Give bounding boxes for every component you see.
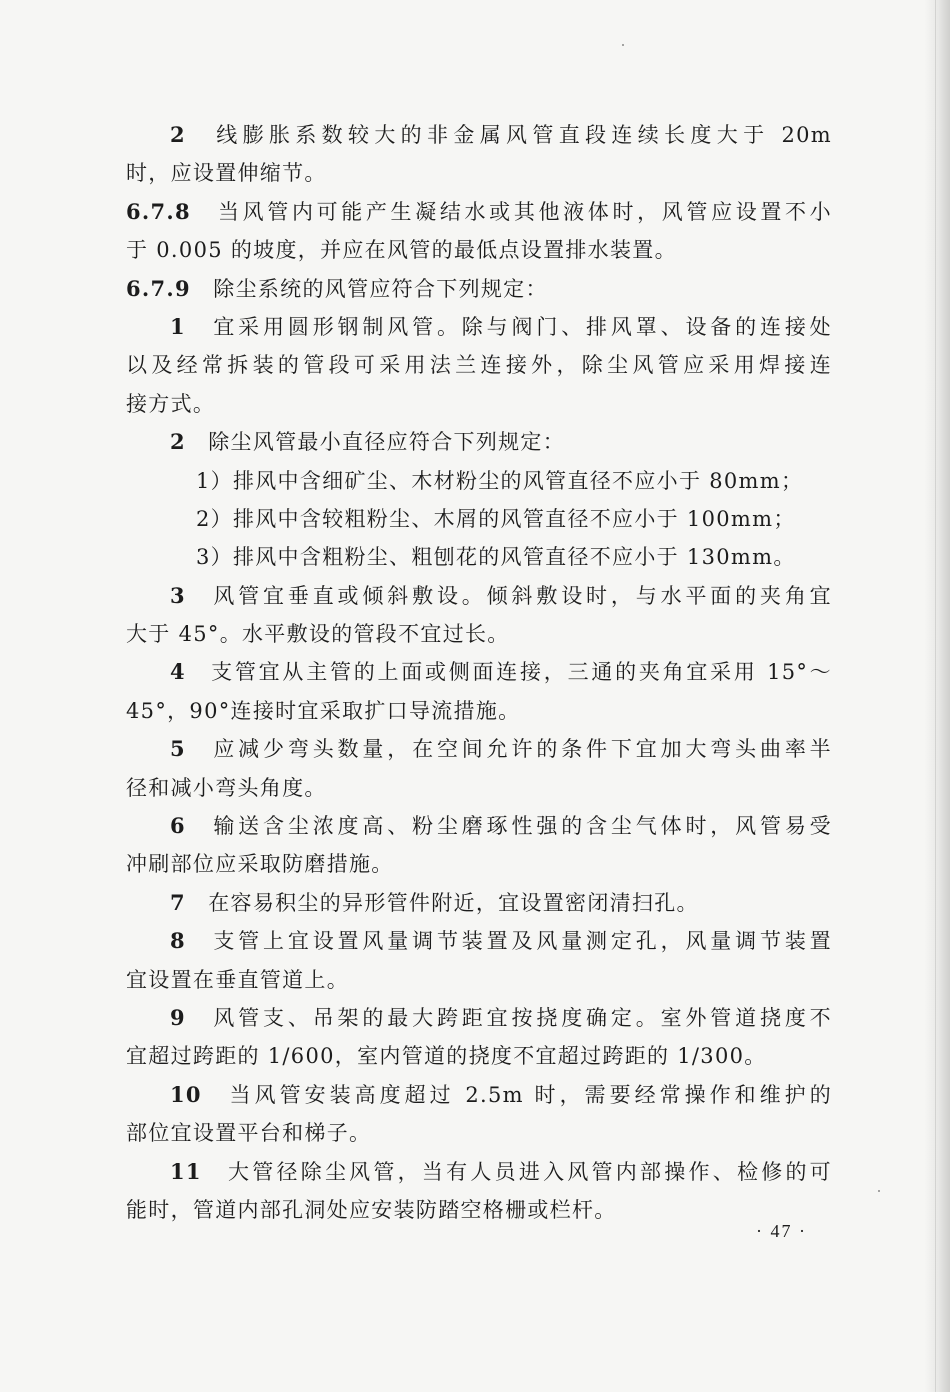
text-line: 冲刷部位应采取防磨措施。 — [126, 852, 394, 877]
text-line: 2 线膨胀系数较大的非金属风管直段连续长度大于 20m — [170, 122, 832, 147]
text-line: 8 支管上宜设置风量调节装置及风量测定孔，风量调节装置 — [170, 928, 832, 954]
text-line: 45°，90°连接时宜采取扩口导流措施。 — [126, 698, 521, 723]
clause-number: 5 — [170, 736, 186, 762]
clause-number: 2 — [170, 429, 186, 455]
text-line: 6 输送含尘浓度高、粉尘磨琢性强的含尘气体时，风管易受 — [170, 813, 832, 839]
text-line: 6.7.8 当风管内可能产生凝结水或其他液体时，风管应设置不小 — [126, 198, 832, 224]
text-line: 2）排风中含较粗粉尘、木屑的风管直径不应小于 100mm； — [196, 506, 796, 531]
text-line: 宜超过跨距的 1/600，室内管道的挠度不宜超过跨距的 1/300。 — [126, 1044, 767, 1069]
text-line: 1）排风中含细矿尘、木材粉尘的风管直径不应小于 80mm； — [196, 468, 804, 493]
clause-number: 6.7.8 — [126, 198, 191, 224]
text-line: 时，应设置伸缩节。 — [126, 161, 327, 186]
text-line: 部位宜设置平台和梯子。 — [126, 1121, 372, 1146]
text-line: 3）排风中含粗粉尘、粗刨花的风管直径不应小于 130mm。 — [196, 545, 796, 570]
text-line: 宜设置在垂直管道上。 — [126, 967, 349, 992]
text-line: 11 大管径除尘风管，当有人员进入风管内部操作、检修的可 — [170, 1158, 832, 1184]
page-edge-line — [935, 0, 936, 1392]
scan-speck — [622, 44, 624, 46]
text-line: 1 宜采用圆形钢制风管。除与阀门、排风罩、设备的连接处 — [170, 313, 832, 339]
page-body — [126, 116, 832, 1229]
clause-number: 4 — [170, 659, 186, 685]
clause-number: 8 — [170, 928, 186, 954]
text-line: 7 在容易积尘的异形管件附近，宜设置密闭清扫孔。 — [170, 889, 699, 915]
clause-number: 6.7.9 — [126, 275, 191, 301]
text-line: 10 当风管安装高度超过 2.5m 时，需要经常操作和维护的 — [170, 1081, 832, 1107]
clause-number: 11 — [170, 1158, 202, 1184]
text-line: 2 除尘风管最小直径应符合下列规定： — [170, 429, 566, 455]
clause-number: 10 — [170, 1081, 202, 1107]
clause-number: 6 — [170, 813, 186, 839]
scan-speck — [878, 1190, 880, 1192]
text-line: 9 风管支、吊架的最大跨距宜按挠度确定。室外管道挠度不 — [170, 1004, 832, 1030]
clause-number: 2 — [170, 122, 186, 147]
page-number: · 47 · — [756, 1221, 807, 1241]
text-line: 接方式。 — [126, 391, 216, 416]
text-line: 5 应减少弯头数量，在空间允许的条件下宜加大弯头曲率半 — [170, 736, 832, 762]
text-line: 6.7.9 除尘系统的风管应符合下列规定： — [126, 275, 548, 301]
clause-number: 3 — [170, 582, 186, 608]
text-line: 径和减小弯头角度。 — [126, 775, 327, 800]
text-line: 于 0.005 的坡度，并应在风管的最低点设置排水装置。 — [126, 238, 677, 263]
text-line: 3 风管宜垂直或倾斜敷设。倾斜敷设时，与水平面的夹角宜 — [170, 582, 832, 608]
clause-number: 9 — [170, 1004, 186, 1030]
text-line: 以及经常拆装的管段可采用法兰连接外，除尘风管应采用焊接连 — [126, 353, 832, 378]
clause-number: 1 — [170, 313, 186, 339]
page-edge-shadow — [924, 0, 950, 1392]
clause-number: 7 — [170, 889, 186, 915]
text-line: 大于 45°。水平敷设的管段不宜过长。 — [126, 622, 510, 647]
text-line: 能时，管道内部孔洞处应安装防踏空格栅或栏杆。 — [126, 1197, 617, 1222]
text-line: 4 支管宜从主管的上面或侧面连接，三通的夹角宜采用 15°～ — [170, 659, 832, 685]
